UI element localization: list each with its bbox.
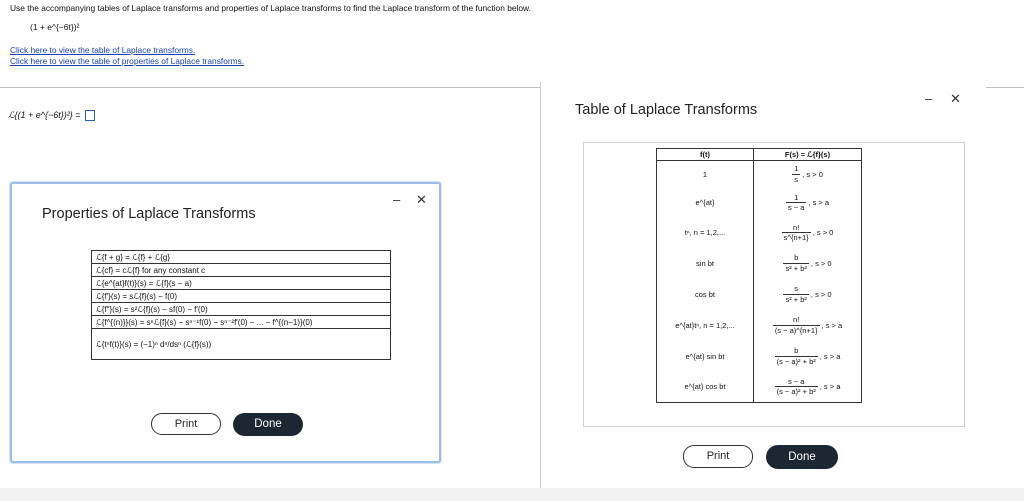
table-row: [657, 161, 862, 188]
fraction: $\frac{n!}{s\^{}\{n+1\}}$: [783, 222, 809, 242]
fraction: $\frac{b}{\text{s² + b²}}$: [785, 253, 807, 273]
table-row: [657, 188, 862, 218]
property-cell: ℒ{f′}(s) = sℒ{f}(s) − f(0): [92, 290, 391, 303]
condition-text: , s > a: [808, 198, 830, 207]
print-button[interactable]: Print: [151, 413, 221, 435]
table-row: [92, 251, 391, 264]
table-header-row: [657, 149, 862, 161]
table-row: [657, 372, 862, 403]
table-row: [92, 264, 391, 277]
table-row: [92, 329, 391, 360]
Fs-cell: [754, 279, 862, 310]
answer-input[interactable]: [85, 110, 95, 121]
Fs-cell: [754, 161, 862, 188]
Fs-cell: [754, 341, 862, 372]
bottom-bar: [0, 488, 1024, 501]
table-row: [92, 303, 391, 316]
condition-text: , s > a: [819, 382, 841, 392]
condition-text: , s > 0: [812, 228, 834, 237]
fraction: $\frac{1}{s}$: [794, 164, 799, 184]
ft-cell: tⁿ, n = 1,2,...: [657, 218, 754, 248]
fraction: $\frac{b}{\text{(s − a)² + b²}}$: [776, 346, 816, 366]
minimize-button[interactable]: –: [393, 192, 401, 207]
table-row: [92, 316, 391, 329]
Fs-cell: [754, 188, 862, 218]
answer-prefix: ℒ{(1 + e^{−6t})²} =: [8, 110, 81, 120]
condition-text: , s > 0: [810, 289, 832, 299]
instructions-text: Use the accompanying tables of Laplace transforms and properties of Laplace transforms to find the Laplace transform of the function below.: [10, 3, 531, 13]
table-row: [657, 341, 862, 372]
ft-cell: e^{at} cos bt: [657, 372, 754, 403]
properties-dialog: [10, 182, 441, 463]
table-row: [657, 218, 862, 248]
Fs-cell: [754, 372, 862, 403]
Fs-cell: [754, 310, 862, 341]
fraction: $\frac{s - a}{\text{(s − a)² + b²}}$: [776, 376, 816, 397]
property-cell: ℒ{tⁿf(t)}(s) = (−1)ⁿ dⁿ/dsⁿ (ℒ{f}(s)): [92, 329, 391, 360]
laplace-dialog-title: Table of Laplace Transforms: [575, 102, 758, 118]
close-button[interactable]: ✕: [950, 91, 961, 106]
ft-cell: e^{at}: [657, 188, 754, 218]
print-button[interactable]: Print: [683, 445, 753, 468]
table-row: [657, 248, 862, 279]
done-button[interactable]: Done: [233, 413, 303, 436]
link-properties-table[interactable]: Click here to view the table of properties of Laplace transforms.: [10, 56, 245, 66]
Fs-cell: [754, 218, 862, 248]
column-header-Fs: F(s) = ℒ{f}(s): [754, 149, 862, 161]
property-cell: ℒ{f^{(n)}}(s) = sⁿℒ{f}(s) − sⁿ⁻¹f(0) − sⁿ⁻²f′(0) − ... − f^{(n−1)}(0): [92, 316, 391, 329]
laplace-table: [656, 148, 862, 403]
property-cell: ℒ{cf} = cℒ{f} for any constant c: [92, 264, 391, 277]
condition-text: , s > a: [821, 320, 843, 330]
condition-text: , s > 0: [802, 169, 823, 179]
ft-cell: e^{at}tⁿ, n = 1,2,...: [657, 310, 754, 341]
fraction: $\frac{1}{s - a}$: [787, 192, 805, 212]
property-cell: ℒ{f + g} = ℒ{f} + ℒ{g}: [92, 251, 391, 264]
properties-table: [91, 250, 391, 360]
ft-cell: sin bt: [657, 248, 754, 279]
ft-cell: 1: [657, 161, 754, 188]
table-row: [657, 279, 862, 310]
fraction: $\frac{n!}{(s - a)\^{}\{n+1\}}$: [774, 315, 818, 335]
table-row: [92, 277, 391, 290]
laplace-table-dialog: [540, 82, 986, 492]
property-cell: ℒ{e^{at}f(t)}(s) = ℒ{f}(s − a): [92, 277, 391, 290]
answer-line: [8, 110, 95, 121]
ft-cell: cos bt: [657, 279, 754, 310]
ft-cell: e^{at} sin bt: [657, 341, 754, 372]
minimize-button[interactable]: –: [925, 91, 933, 106]
table-row: [92, 290, 391, 303]
property-cell: ℒ{f″}(s) = s²ℒ{f}(s) − sf(0) − f′(0): [92, 303, 391, 316]
link-laplace-table[interactable]: Click here to view the table of Laplace transforms.: [10, 45, 196, 55]
column-header-ft: f(t): [657, 149, 754, 161]
Fs-cell: [754, 248, 862, 279]
properties-dialog-title: Properties of Laplace Transforms: [42, 206, 256, 222]
table-row: [657, 310, 862, 341]
fraction: $\frac{s}{\text{s² + b²}}$: [785, 284, 807, 304]
condition-text: , s > a: [819, 351, 841, 361]
close-button[interactable]: ✕: [416, 192, 427, 207]
function-expression: (1 + e^{−6t})²: [30, 22, 80, 32]
condition-text: , s > 0: [810, 258, 832, 268]
done-button[interactable]: Done: [766, 445, 838, 469]
